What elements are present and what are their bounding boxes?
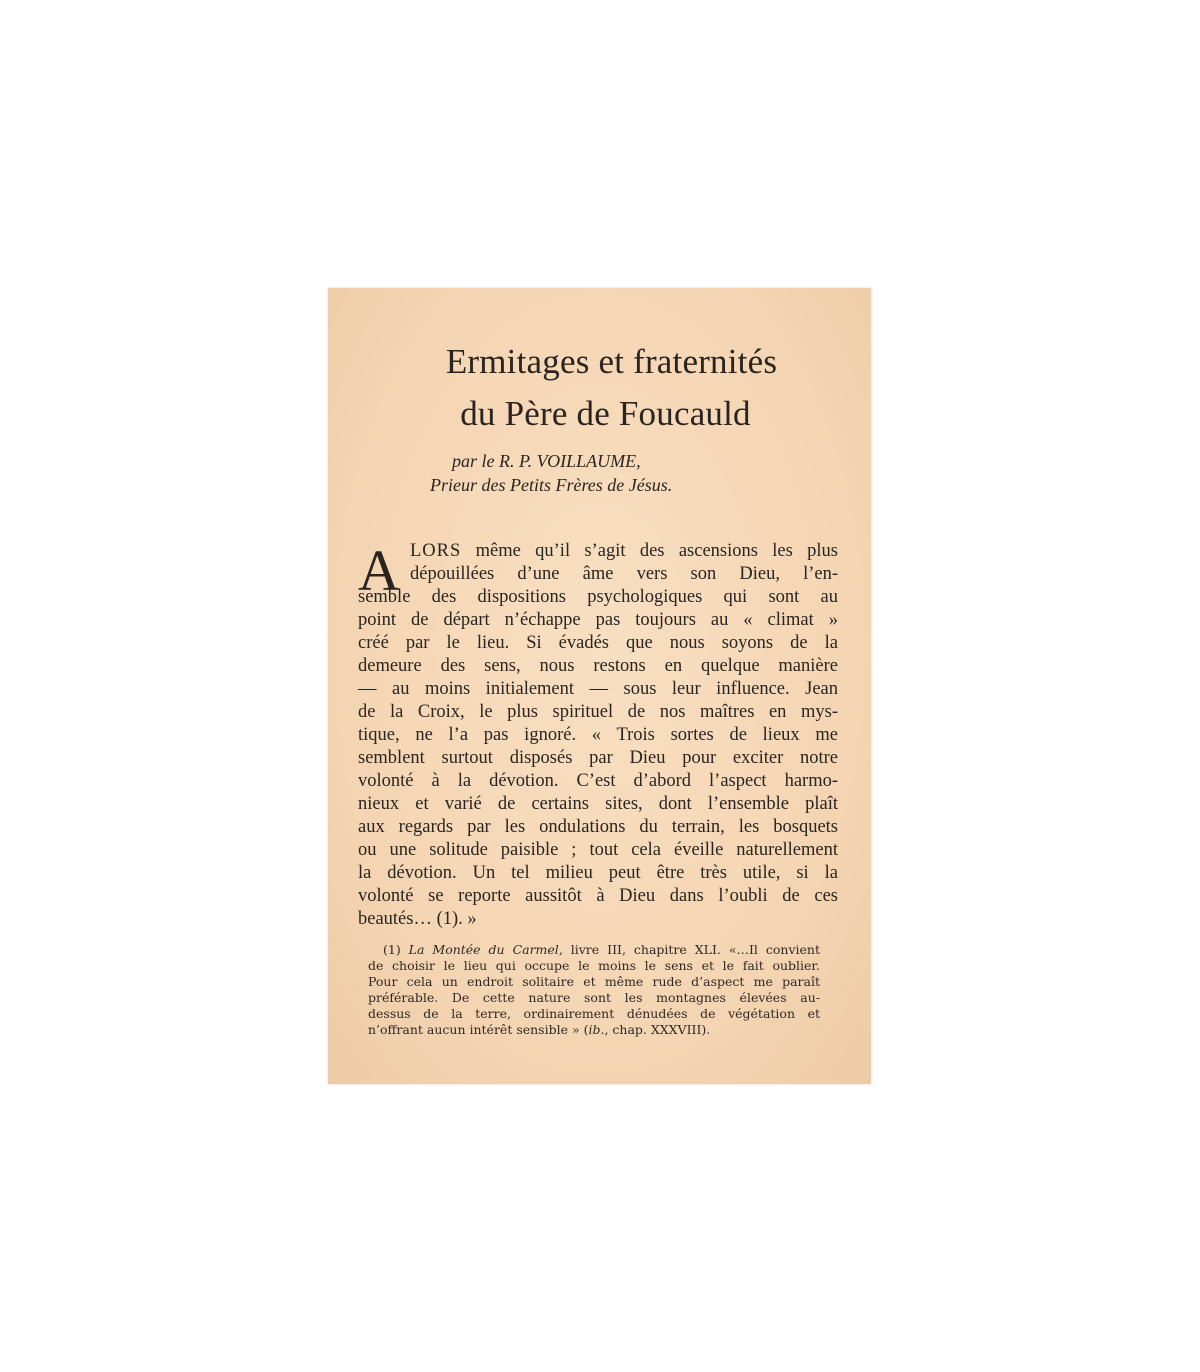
footnote-source-title: La Montée du Carmel bbox=[408, 942, 559, 957]
paragraph-line: — au moins initialement — sous leur influence. Jean bbox=[358, 679, 838, 699]
paragraph-line bbox=[410, 540, 838, 562]
paragraph-line: dépouillées d’une âme vers son Dieu, l’en- bbox=[410, 564, 838, 584]
footnote-line: de choisir le lieu qui occupe le moins le sens et le fait oublier. bbox=[368, 958, 820, 973]
footnote-line: Pour cela un endroit solitaire et même rude d’aspect me paraît bbox=[368, 974, 820, 989]
paragraph-line: nieux et varié de certains sites, dont l’ensemble plaît bbox=[358, 794, 838, 814]
footnote-line: préférable. De cette nature sont les montagnes élevées au- bbox=[368, 990, 820, 1005]
footnote-marker: (1) bbox=[383, 942, 409, 957]
footnote-line: dessus de la terre, ordinairement dénudées de végétation et bbox=[368, 1006, 820, 1021]
paragraph-line: de la Croix, le plus spirituel de nos maîtres en mys- bbox=[358, 702, 838, 722]
article-title-line-2: du Père de Foucauld bbox=[460, 394, 751, 433]
paragraph-line: volonté à la dévotion. C’est d’abord l’aspect harmo- bbox=[358, 771, 838, 791]
paragraph-line: semble des dispositions psychologiques qui sont au bbox=[358, 587, 838, 607]
paragraph-line: semblent surtout disposés par Dieu pour exciter notre bbox=[358, 748, 838, 768]
paragraph-line: tique, ne l’a pas ignoré. « Trois sortes de lieux me bbox=[358, 725, 838, 745]
footnote-line bbox=[383, 942, 820, 958]
paragraph-line: demeure des sens, nous restons en quelque manière bbox=[358, 656, 838, 676]
footnote-text: n’offrant aucun intérêt sensible » ( bbox=[368, 1022, 589, 1037]
book-page bbox=[328, 288, 871, 1084]
paragraph-line: la dévotion. Un tel milieu peut être très utile, si la bbox=[358, 863, 838, 883]
first-word-smallcaps: LORS bbox=[410, 541, 462, 561]
author-role: Prieur des Petits Frères de Jésus. bbox=[430, 475, 673, 495]
paragraph-line: ou une solitude paisible ; tout cela éveille naturellement bbox=[358, 840, 838, 860]
footnote-text: , livre III, chapitre XLI. «…Il convient bbox=[558, 942, 820, 957]
article-title-line-1: Ermitages et fraternités bbox=[445, 342, 778, 381]
paragraph-line: créé par le lieu. Si évadés que nous soyons de la bbox=[358, 633, 838, 653]
paragraph-line: aux regards par les ondulations du terrain, les bosquets bbox=[358, 817, 838, 837]
paragraph-line: volonté se reporte aussitôt à Dieu dans l’oubli de ces bbox=[358, 886, 838, 906]
footnote-text: , chap. XXXVIII). bbox=[604, 1022, 711, 1037]
paragraph-line-text: même qu’il s’agit des ascensions les plus bbox=[461, 541, 838, 561]
footnote-ibid: ib. bbox=[588, 1022, 605, 1037]
footnote-line bbox=[368, 1022, 820, 1038]
author-byline: par le R. P. VOILLAUME, bbox=[452, 451, 641, 471]
drop-cap: A bbox=[358, 538, 400, 603]
paragraph-line: beautés… (1). » bbox=[358, 909, 477, 929]
paragraph-line: point de départ n’échappe pas toujours au « climat » bbox=[358, 610, 838, 630]
